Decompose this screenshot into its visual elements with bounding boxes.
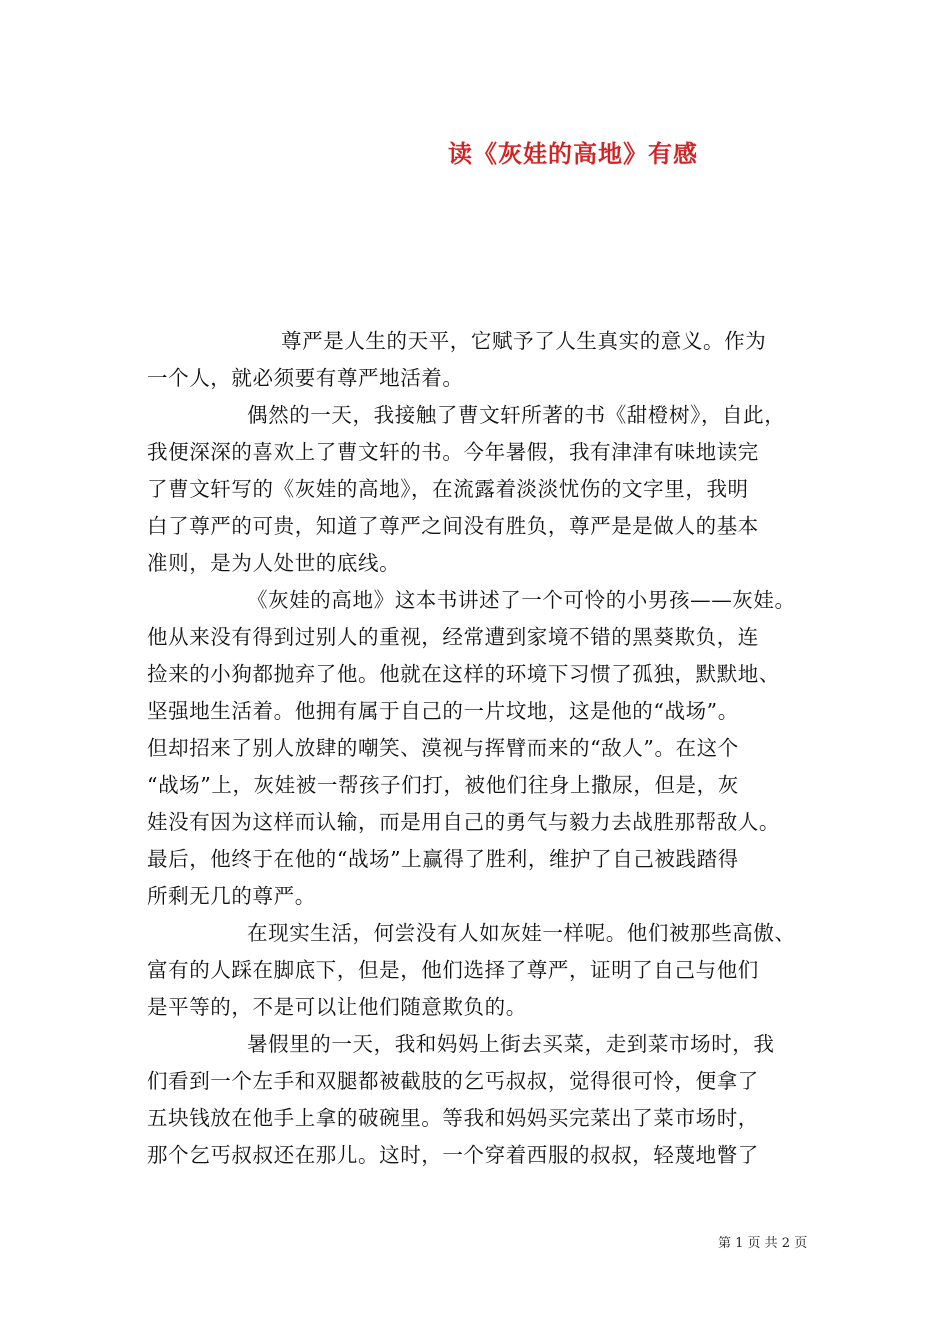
text-line: 偶然的一天，我接触了曹文轩所著的书《甜橙树》，自此， [247, 403, 786, 427]
text-line: 五块钱放在他手上拿的破碗里。等我和妈妈买完菜出了菜市场时， [147, 1106, 759, 1130]
page-title: 读《灰娃的高地》有感 [448, 139, 698, 168]
text-line: 一个人，就必须要有尊严地活着。 [147, 366, 464, 390]
text-line: 准则，是为人处世的底线。 [147, 551, 401, 575]
text-line: 捡来的小狗都抛弃了他。他就在这样的环境下习惯了孤独，默默地、 [147, 662, 780, 686]
text-line: 娃没有因为这样而认输，而是用自己的勇气与毅力去战胜那帮敌人。 [147, 810, 780, 834]
text-line: 们看到一个左手和双腿都被截肢的乞丐叔叔，觉得很可怜，便拿了 [147, 1069, 759, 1093]
text-line: 他从来没有得到过别人的重视，经常遭到家境不错的黑葵欺负，连 [147, 625, 759, 649]
text-line: 尊严是人生的天平，它赋予了人生真实的意义。作为 [281, 329, 767, 353]
text-line: “战场”上，灰娃被一帮孩子们打，被他们往身上撒尿，但是，灰 [147, 773, 739, 797]
text-line: 《灰娃的高地》这本书讲述了一个可怜的小男孩——灰娃。 [247, 588, 796, 612]
page-footer: 第 1 页 共 2 页 [718, 1236, 808, 1251]
text-line: 所剩无几的尊严。 [147, 884, 316, 908]
text-line: 在现实生活，何尝没有人如灰娃一样呢。他们被那些高傲、 [247, 921, 796, 945]
text-line: 暑假里的一天，我和妈妈上街去买菜，走到菜市场时，我 [247, 1032, 775, 1056]
text-line: 富有的人踩在脚底下，但是，他们选择了尊严，证明了自己与他们 [147, 958, 759, 982]
text-line: 最后，他终于在他的“战场”上赢得了胜利，维护了自己被践踏得 [147, 847, 739, 871]
text-line: 但却招来了别人放肆的嘲笑、漠视与挥臂而来的“敌人”。在这个 [147, 736, 739, 760]
text-line: 白了尊严的可贵，知道了尊严之间没有胜负，尊严是是做人的基本 [147, 514, 759, 538]
text-line: 我便深深的喜欢上了曹文轩的书。今年暑假，我有津津有味地读完 [147, 440, 759, 464]
text-line: 那个乞丐叔叔还在那儿。这时，一个穿着西服的叔叔，轻蔑地瞥了 [147, 1143, 759, 1167]
text-line: 了曹文轩写的《灰娃的高地》，在流露着淡淡忧伤的文字里，我明 [147, 477, 749, 501]
text-line: 坚强地生活着。他拥有属于自己的一片坟地，这是他的“战场”。 [147, 699, 739, 723]
article-body [147, 323, 819, 1174]
text-line: 是平等的，不是可以让他们随意欺负的。 [147, 995, 527, 1019]
